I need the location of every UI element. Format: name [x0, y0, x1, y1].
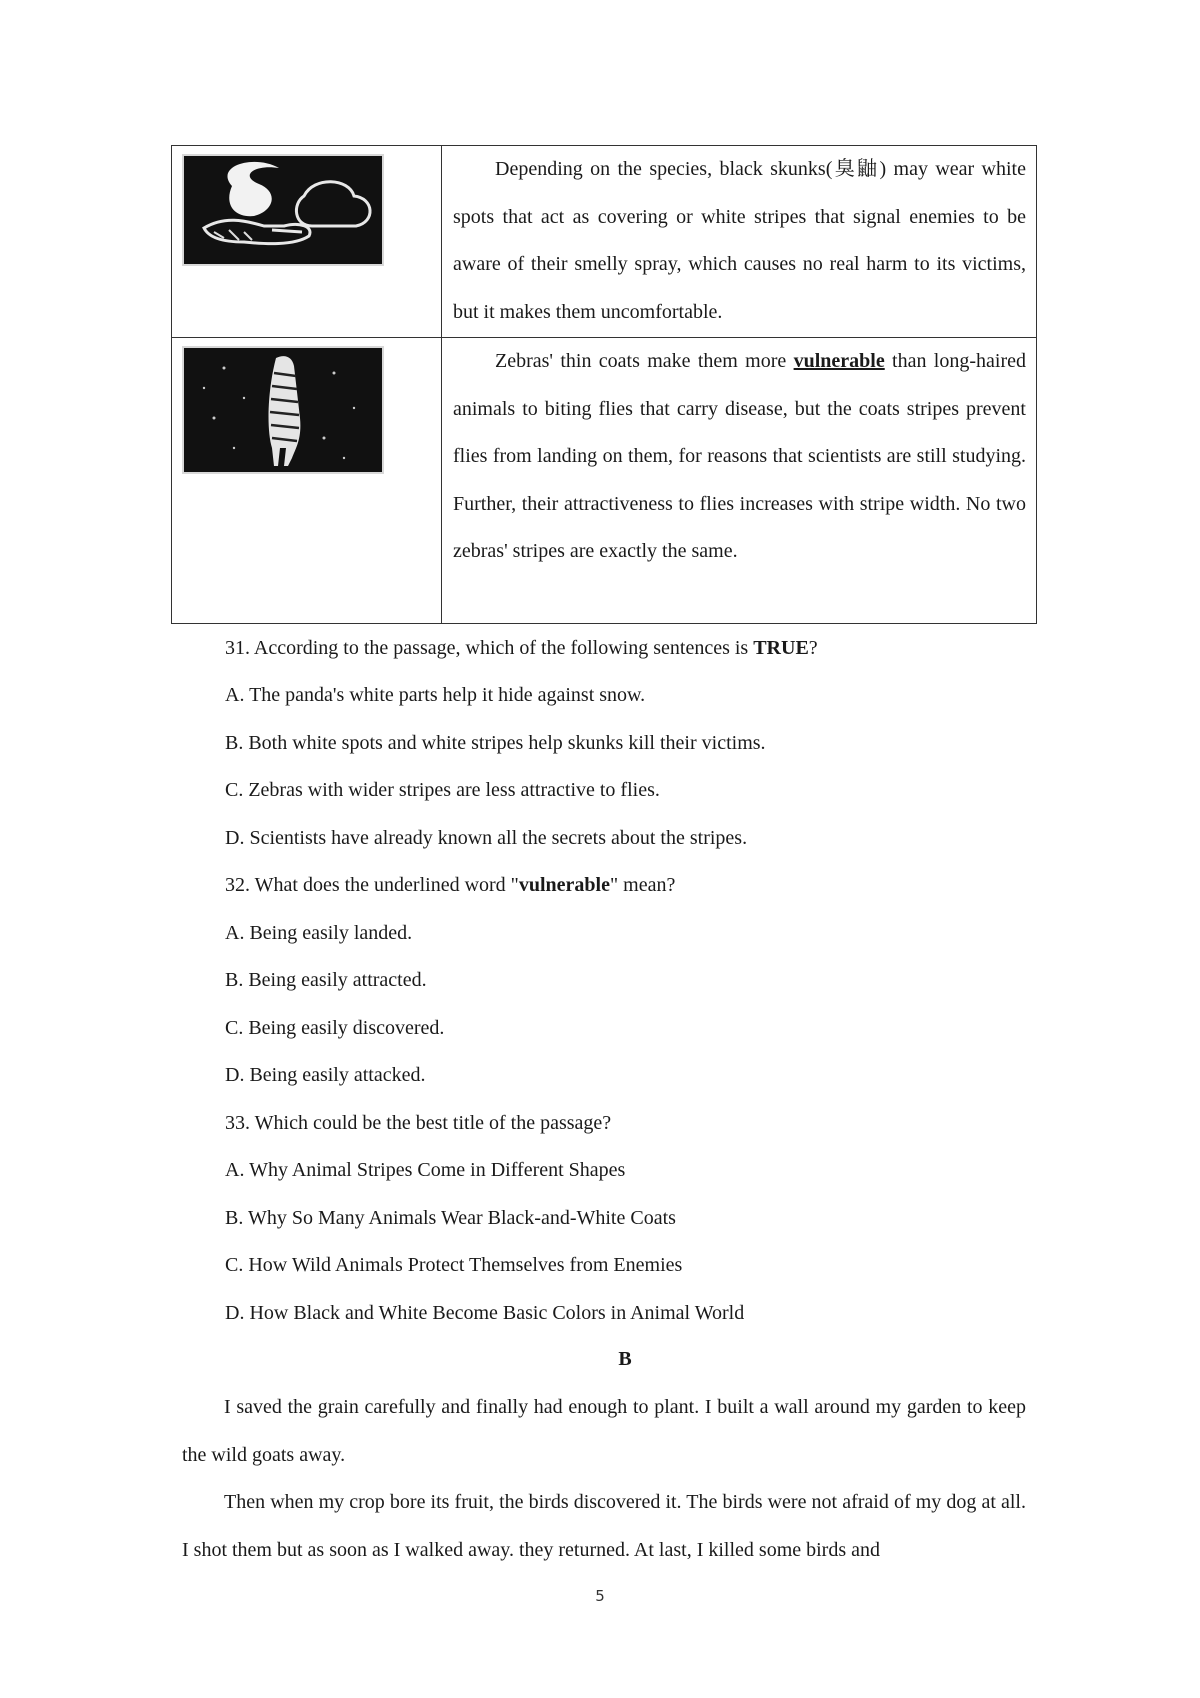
stem-emphasis: vulnerable	[518, 874, 610, 896]
option-32-d: D. Being easily attacked.	[225, 1064, 426, 1086]
page-number: 5	[595, 1587, 605, 1605]
option-31-d: D. Scientists have already known all the secrets about the stripes.	[225, 827, 748, 849]
stem-text: 32. What does the underlined word "	[225, 874, 519, 896]
option-32-b: B. Being easily attracted.	[225, 969, 427, 991]
table-row-skunk	[172, 146, 1036, 338]
section-b-title: B	[618, 1348, 632, 1370]
stem-text: 33. Which could be the best title of the passage?	[225, 1112, 612, 1134]
zebra-description	[442, 338, 1036, 623]
animal-info-table	[171, 145, 1037, 624]
zebra-text-part: Zebras' thin coats make them more	[495, 350, 794, 372]
skunk-description: Depending on the species, black skunks(臭鼬) may wear white spots that act as covering or white stripes that signal enemies to be aware of their smelly spray, which causes no real harm to its victims, but it makes them uncomfortable.	[453, 158, 1026, 323]
option-33-a: A. Why Animal Stripes Come in Different Shapes	[225, 1159, 626, 1181]
question-33-stem	[225, 1111, 611, 1135]
stem-emphasis: TRUE	[753, 637, 809, 659]
option-31-b: B. Both white spots and white stripes help skunks kill their victims.	[225, 732, 766, 754]
option-33-c: C. How Wild Animals Protect Themselves from Enemies	[225, 1254, 683, 1276]
question-32-stem	[225, 873, 675, 897]
keyword-vulnerable: vulnerable	[793, 350, 885, 372]
question-31-stem	[225, 636, 818, 660]
image-cell	[172, 338, 442, 623]
option-32-a: A. Being easily landed.	[225, 922, 413, 944]
stem-text: " mean?	[609, 874, 676, 896]
stem-text: ?	[808, 637, 818, 659]
table-row-zebra	[172, 338, 1036, 623]
zebra-illustration	[182, 346, 384, 474]
image-cell	[172, 146, 442, 337]
section-b-paragraph-1: I saved the grain carefully and finally had enough to plant. I built a wall around my garden to keep the wild goats away.	[182, 1396, 1026, 1466]
option-33-d: D. How Black and White Become Basic Colors in Animal World	[225, 1302, 745, 1324]
stem-text: 31. According to the passage, which of the following sentences is	[225, 637, 754, 659]
option-33-b: B. Why So Many Animals Wear Black-and-White Coats	[225, 1207, 676, 1229]
skunk-illustration	[182, 154, 384, 266]
option-32-c: C. Being easily discovered.	[225, 1017, 445, 1039]
option-31-a: A. The panda's white parts help it hide against snow.	[225, 684, 646, 706]
option-31-c: C. Zebras with wider stripes are less attractive to flies.	[225, 779, 660, 801]
zebra-text-part: than long-haired animals to biting flies that carry disease, but the coats stripes prevent flies from landing on them, for reasons that scientists are still studying. Further, their attractiveness to flies increases with stripe width. No two zebras' stripes are exactly the same.	[453, 350, 1026, 562]
section-b-paragraph-2: Then when my crop bore its fruit, the birds discovered it. The birds were not afraid of my dog at all. I shot them but as soon as I walked away. they returned. At last, I killed some birds and	[182, 1491, 1026, 1561]
